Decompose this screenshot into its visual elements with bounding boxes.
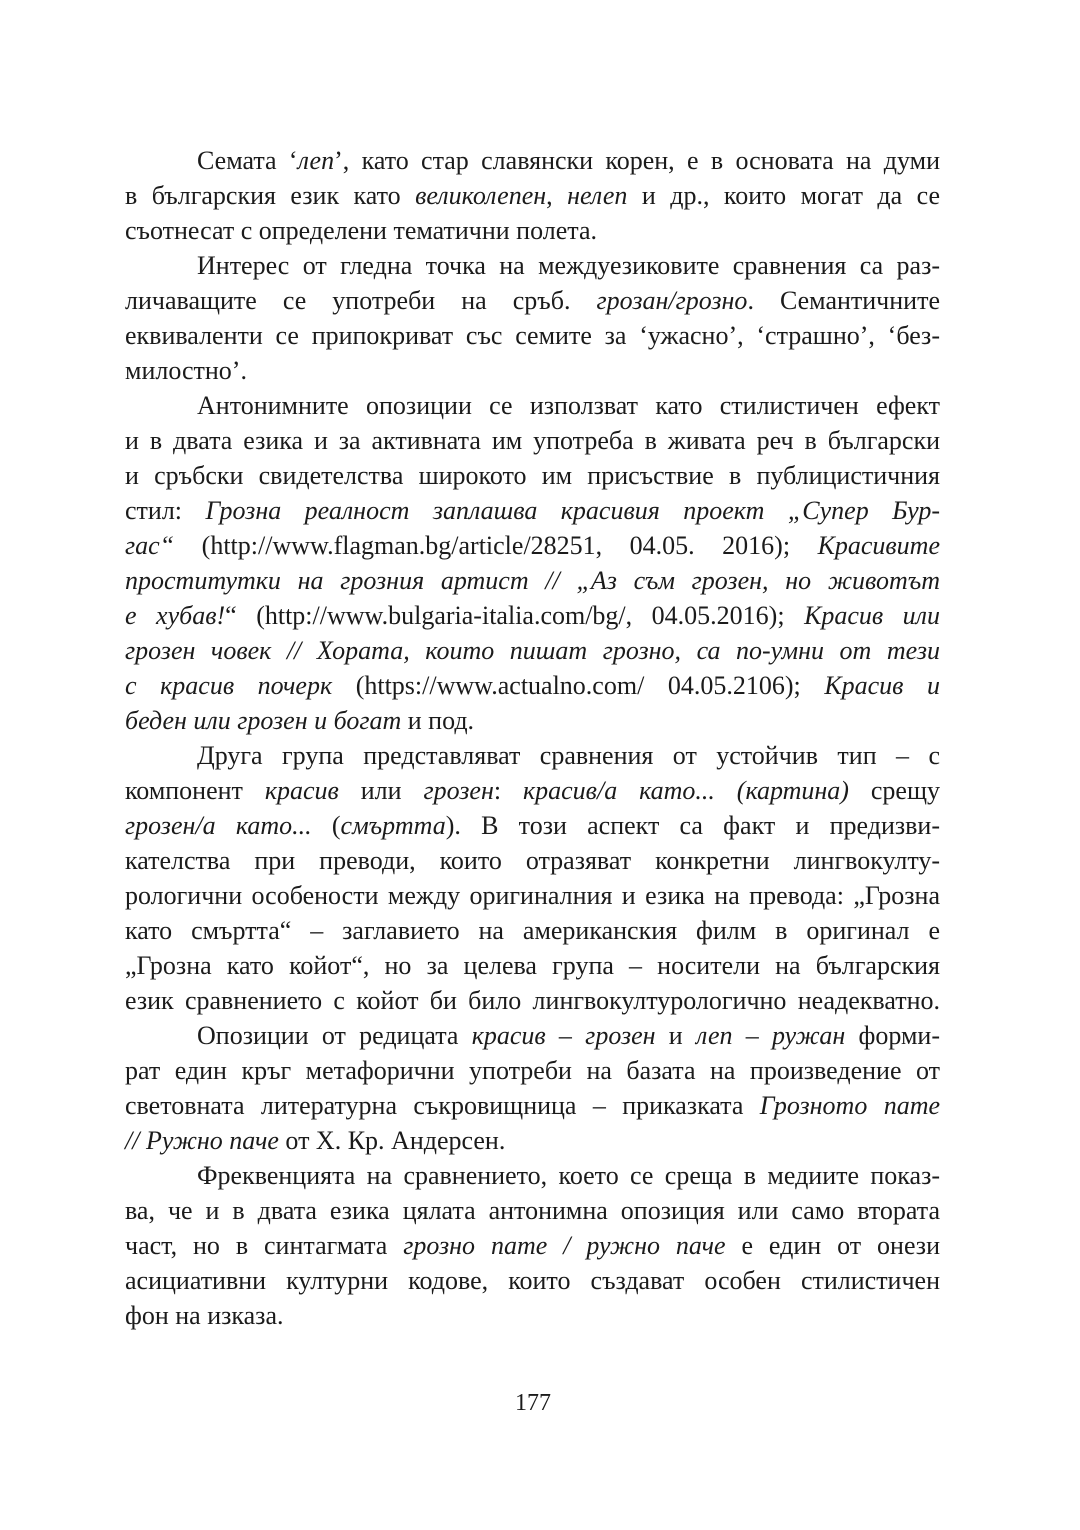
italic-text: е хубав!: [125, 601, 226, 630]
italic-text: леп – ружан: [695, 1021, 846, 1050]
text-line: [125, 1193, 940, 1228]
text-segment: асициативни културни кодове, които създават особен стилистичен: [125, 1266, 940, 1295]
text-segment: и в двата езика и за активната им употреба в живата реч в български: [125, 426, 940, 455]
text-line: [125, 248, 940, 283]
text-line: [125, 493, 940, 528]
text-line: [125, 1018, 940, 1053]
text-line: [125, 633, 940, 668]
italic-text: грозан/грозно: [596, 286, 748, 315]
paragraph: [125, 1018, 940, 1158]
text-line: [125, 1053, 940, 1088]
text-line: [125, 563, 940, 598]
italic-text: Красив и: [824, 671, 940, 700]
text-line: [125, 213, 940, 248]
text-segment: “ (http://www.bulgaria-italia.com/bg/, 04.05.2016);: [225, 601, 805, 630]
italic-text: грозен човек // Хората, които пишат грозно, са по-умни от тези: [125, 636, 940, 665]
text-segment: световната литературна съкровищница – приказката: [125, 1091, 760, 1120]
text-line: [125, 913, 940, 948]
text-segment: или: [338, 776, 424, 805]
text-segment: Фреквенцията на сравнението, което се среща в медиите показ-: [197, 1161, 940, 1190]
italic-text: беден или грозен и богат: [125, 706, 402, 735]
text-line: [125, 528, 940, 563]
text-line: [125, 773, 940, 808]
text-line: [125, 1088, 940, 1123]
text-segment: (https://www.actualno.com/ 04.05.2106);: [332, 671, 825, 700]
page-number: 177: [515, 1390, 551, 1416]
text-segment: :: [493, 776, 523, 805]
text-segment: ва, че и в двата езика цялата антонимна опозиция или само втората: [125, 1196, 940, 1225]
text-line: [125, 948, 940, 983]
text-segment: и: [655, 1021, 696, 1050]
italic-text: смъртта: [340, 811, 446, 840]
text-line: [125, 283, 940, 318]
text-line: [125, 738, 940, 773]
text-segment: Антонимните опозиции се използват като стилистичен ефект: [197, 391, 940, 420]
text-line: [125, 808, 940, 843]
text-line: [125, 353, 940, 388]
text-segment: като смъртта“ – заглавието на американския филм в оригинал е: [125, 916, 940, 945]
text-line: [125, 1228, 940, 1263]
text-segment: Друга група представляват сравнения от устойчив тип – с: [197, 741, 940, 770]
text-segment: Опозиции от редицата: [197, 1021, 472, 1050]
text-segment: съотнесат с определени тематични полета.: [125, 216, 597, 245]
text-segment: фон на изказа.: [125, 1301, 284, 1330]
text-segment: форми-: [845, 1021, 940, 1050]
text-segment: от Х. Кр. Андерсен.: [278, 1126, 506, 1155]
text-line: [125, 423, 940, 458]
text-line: [125, 703, 940, 738]
text-line: [125, 843, 940, 878]
text-segment: стил:: [125, 496, 206, 525]
paragraph: [125, 1158, 940, 1333]
text-segment: ,: [546, 181, 568, 210]
italic-text: гас“: [125, 531, 175, 560]
text-line: [125, 983, 940, 1018]
italic-text: грозен: [423, 776, 494, 805]
italic-text: красив/а като... (картина): [522, 776, 849, 805]
italic-text: с красив почерк: [125, 671, 333, 700]
text-segment: милостно’.: [125, 356, 247, 385]
text-segment: кателства при преводи, които отразяват конкретни лингвокулту-: [125, 846, 940, 875]
text-segment: личаващите се употреби на сръб.: [125, 286, 597, 315]
italic-text: великолепен: [415, 181, 547, 210]
body-text: [125, 143, 940, 1333]
text-line: [125, 388, 940, 423]
text-line: [125, 878, 940, 913]
text-segment: и др., които могат да се: [627, 181, 941, 210]
text-line: [125, 1263, 940, 1298]
text-line: [125, 143, 940, 178]
italic-text: нелеп: [567, 181, 628, 210]
text-segment: Семата ‘: [197, 146, 298, 175]
paragraph: [125, 738, 940, 1018]
text-segment: Интерес от гледна точка на междуезиковите сравнения са раз-: [197, 251, 940, 280]
paragraph: [125, 248, 940, 388]
text-line: [125, 178, 940, 213]
italic-text: грозно пате / ружно паче: [403, 1231, 726, 1260]
text-line: [125, 1298, 940, 1333]
text-segment: еквиваленти се припокриват със семите за ‘ужасно’, ‘страшно’, ‘без-: [125, 321, 940, 350]
text-segment: ’, като стар славянски корен, е в основата на думи: [334, 146, 940, 175]
text-line: [125, 1158, 940, 1193]
text-line: [125, 1123, 940, 1158]
text-line: [125, 318, 940, 353]
text-line: [125, 458, 940, 493]
text-segment: ). В този аспект са факт и предизви-: [445, 811, 940, 840]
text-segment: и сръбски свидетелства широкото им присъствие в публицистичния: [125, 461, 940, 490]
italic-text: проститутки на грозния артист // „Аз съм грозен, но животът: [125, 566, 940, 595]
text-line: [125, 598, 940, 633]
text-segment: (: [311, 811, 341, 840]
text-segment: срещу: [848, 776, 940, 805]
italic-text: Грозното пате: [759, 1091, 941, 1120]
italic-text: красив – грозен: [471, 1021, 656, 1050]
text-segment: компонент: [125, 776, 265, 805]
text-segment: език сравнението с койот би било лингвокултурологично неадекватно.: [125, 986, 940, 1015]
italic-text: Красивите: [817, 531, 940, 560]
text-segment: (http://www.flagman.bg/article/28251, 04.05. 2016);: [174, 531, 818, 560]
paragraph: [125, 143, 940, 248]
text-segment: рологични особености между оригиналния и езика на превода: „Грозна: [125, 881, 940, 910]
text-segment: рат един кръг метафорични употреби на базата на произведение от: [125, 1056, 940, 1085]
text-segment: е един от онези: [725, 1231, 940, 1260]
italic-text: красив: [264, 776, 339, 805]
text-segment: и под.: [401, 706, 475, 735]
text-segment: в българския език като: [125, 181, 416, 210]
paragraph: [125, 388, 940, 738]
italic-text: Красив или: [804, 601, 941, 630]
text-segment: част, но в синтагмата: [125, 1231, 404, 1260]
italic-text: Грозна реалност заплашва красивия проект „Супер Бур-: [205, 496, 941, 525]
italic-text: // Ружно паче: [125, 1126, 279, 1155]
text-segment: . Семантичните: [747, 286, 940, 315]
text-segment: „Грозна като койот“, но за целева група – носители на българския: [125, 951, 940, 980]
text-line: [125, 668, 940, 703]
italic-text: леп: [297, 146, 335, 175]
italic-text: грозен/а като...: [125, 811, 312, 840]
